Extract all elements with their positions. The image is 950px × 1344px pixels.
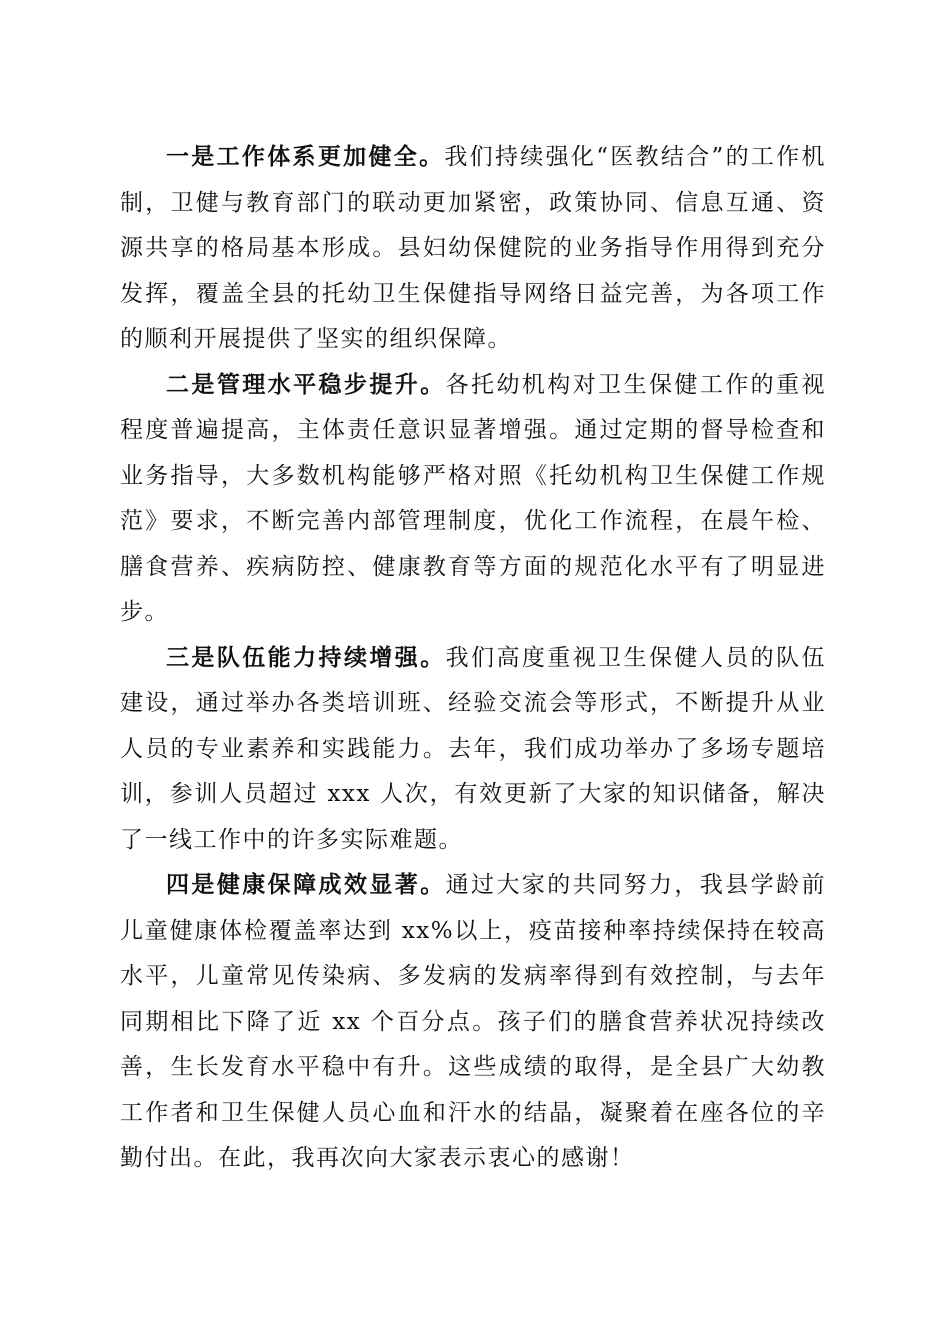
paragraph-3-text: 我们高度重视卫生保健人员的队伍建设，通过举办各类培训班、经验交流会等形式，不断提升从业人员的专业素养和实践能力。去年，我们成功举办了多场专题培训，参训人员超过 xxx 人次，有效更新了大家的知识储备，解决了一线工作中的许多实际难题。	[120, 644, 827, 853]
paragraph-3-heading: 三是队伍能力持续增强。	[166, 644, 446, 671]
document-body	[120, 135, 826, 1182]
paragraph-4-heading: 四是健康保障成效显著。	[166, 872, 446, 898]
paragraph-1	[120, 135, 826, 363]
paragraph-1-heading: 一是工作体系更加健全。	[166, 144, 445, 170]
paragraph-1-text: 我们持续强化“医教结合”的工作机制，卫健与教育部门的联动更加紧密，政策协同、信息互通、资源共享的格局基本形成。县妇幼保健院的业务指导作用得到充分发挥，覆盖全县的托幼卫生保健指导网络日益完善，为各项工作的顺利开展提供了坚实的组织保障。	[120, 144, 826, 352]
paragraph-4	[120, 863, 826, 1182]
paragraph-2-heading: 二是管理水平稳步提升。	[166, 371, 446, 398]
paragraph-2	[120, 363, 826, 636]
paragraph-3	[120, 636, 826, 864]
paragraph-4-text: 通过大家的共同努力，我县学龄前儿童健康体检覆盖率达到 xx%以上，疫苗接种率持续保持在较高水平，儿童常见传染病、多发病的发病率得到有效控制，与去年同期相比下降了近 xx 个百分点。孩子们的膳食营养状况持续改善，生长发育水平稳中有升。这些成绩的取得，是全县广大幼教工作者和卫生保健人员心血和汗水的结晶，凝聚着在座各位的辛勤付出。在此，我再次向大家表示衷心的感谢！	[120, 872, 827, 1171]
paragraph-2-text: 各托幼机构对卫生保健工作的重视程度普遍提高，主体责任意识显著增强。通过定期的督导检查和业务指导，大多数机构能够严格对照《托幼机构卫生保健工作规范》要求，不断完善内部管理制度，优化工作流程，在晨午检、膳食营养、疾病防控、健康教育等方面的规范化水平有了明显进步。	[120, 371, 827, 625]
